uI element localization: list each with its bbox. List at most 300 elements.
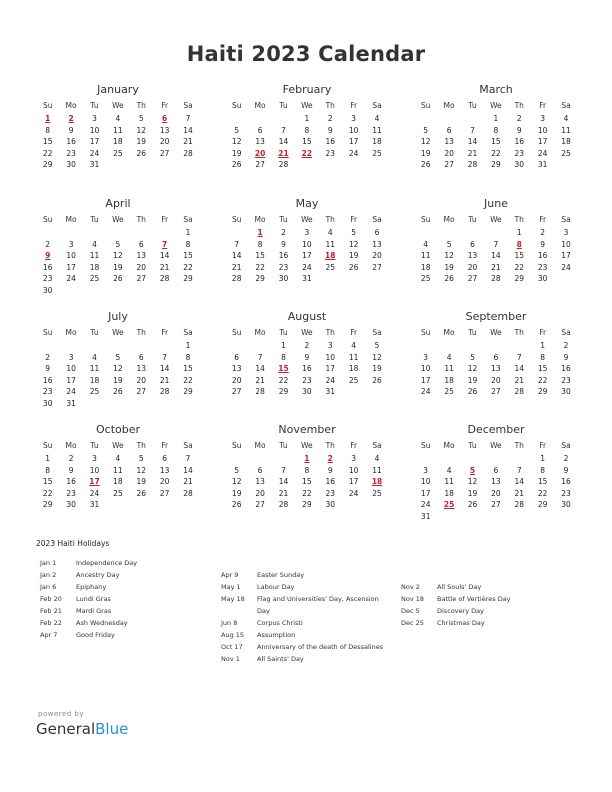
holiday-name: Battle of Vertières Day: [437, 595, 511, 603]
day-cell: 23: [278, 262, 289, 272]
weekday-label: Th: [136, 101, 146, 110]
day-cell: 25: [348, 375, 359, 385]
day-cell: 28: [278, 160, 289, 170]
day-cell: 16: [325, 477, 336, 487]
weekday-header: [36, 101, 200, 113]
day-cell: 14: [183, 465, 193, 475]
week-row: [414, 159, 578, 171]
day-cell: 16: [561, 364, 571, 374]
month-name: December: [467, 423, 525, 436]
holiday-name: Discovery Day: [437, 607, 485, 615]
holiday-day: 20: [254, 148, 266, 158]
day-cell: 13: [491, 364, 501, 374]
day-cell: 24: [89, 148, 100, 158]
day-cell: 9: [281, 239, 286, 249]
week-row: [225, 250, 389, 262]
weekday-label: Tu: [90, 441, 99, 450]
day-cell: 5: [234, 465, 240, 475]
empty-day: [342, 159, 365, 171]
weekday-label: Mo: [65, 441, 77, 450]
day-cell: 20: [491, 375, 501, 385]
empty-day: [248, 113, 271, 125]
day-cell: 27: [136, 387, 147, 397]
day-cell: 29: [514, 274, 525, 284]
day-cell: 24: [66, 274, 76, 284]
holiday-item: [40, 581, 137, 593]
day-cell: 20: [136, 262, 147, 272]
day-cell: 7: [281, 125, 286, 135]
empty-day: [342, 499, 365, 511]
weekday-label: Su: [231, 215, 242, 224]
week-row: [36, 285, 200, 297]
week-row: [414, 148, 578, 160]
day-cell: 8: [185, 239, 191, 249]
day-cell: 8: [540, 352, 546, 362]
day-cell: 6: [234, 352, 240, 362]
weekday-label: Sa: [372, 328, 382, 337]
weekday-label: Tu: [90, 101, 99, 110]
day-cell: 1: [281, 341, 286, 350]
day-cell: 16: [278, 251, 289, 261]
day-cell: 29: [537, 387, 548, 397]
weekday-label: Sa: [372, 215, 382, 224]
day-cell: 9: [327, 125, 333, 135]
day-cell: 6: [138, 239, 144, 249]
weekday-label: Tu: [468, 441, 477, 450]
week-row: [414, 453, 578, 465]
holidays-title: 2023 Haiti Holidays: [36, 539, 110, 548]
weekday-label: We: [490, 215, 502, 224]
day-cell: 13: [444, 137, 454, 147]
day-cell: 2: [45, 352, 51, 362]
day-cell: 14: [255, 364, 265, 374]
holiday-name: Labour Day: [257, 583, 295, 591]
weekday-label: Th: [325, 215, 335, 224]
day-cell: 9: [45, 364, 51, 374]
day-cell: 2: [327, 114, 333, 123]
holiday-day: 18: [371, 477, 383, 487]
empty-day: [83, 398, 106, 410]
day-cell: 25: [561, 148, 571, 158]
day-cell: 28: [159, 274, 170, 284]
day-cell: 18: [372, 137, 382, 147]
day-cell: 14: [159, 251, 170, 261]
day-cell: 18: [113, 137, 123, 147]
week-row: [36, 148, 200, 160]
day-cell: 27: [136, 274, 147, 284]
holiday-item: [40, 593, 137, 605]
empty-day: [414, 227, 437, 239]
week-row: [36, 262, 200, 274]
day-cell: 28: [278, 500, 289, 510]
week-row: [36, 113, 200, 125]
weekday-label: Mo: [254, 441, 266, 450]
day-cell: 5: [374, 341, 380, 350]
holiday-date: Aug 15: [221, 631, 245, 639]
holiday-item: [221, 569, 383, 581]
day-cell: 18: [348, 364, 359, 374]
week-row: [414, 386, 578, 398]
day-cell: 31: [537, 160, 548, 170]
holiday-column: [221, 569, 383, 665]
day-cell: 4: [92, 352, 97, 362]
holiday-item: [221, 629, 383, 641]
day-cell: 21: [255, 375, 265, 385]
empty-day: [59, 340, 82, 352]
day-cell: 27: [491, 387, 501, 397]
day-cell: 8: [45, 465, 51, 475]
brand-general: General: [36, 720, 96, 738]
holiday-name: Corpus Christi: [257, 619, 303, 627]
day-cell: 3: [563, 228, 569, 237]
day-cell: 23: [66, 148, 76, 158]
holiday-name: Christmas Day: [437, 619, 485, 627]
empty-day: [176, 159, 199, 171]
day-cell: 15: [255, 251, 265, 261]
day-cell: 28: [159, 387, 170, 397]
holiday-name: Ash Wednesday: [76, 619, 128, 627]
day-cell: 11: [89, 251, 100, 261]
day-cell: 26: [231, 500, 242, 510]
day-cell: 6: [257, 465, 263, 475]
day-cell: 4: [446, 352, 452, 362]
day-cell: 13: [159, 125, 170, 135]
weekday-label: Mo: [443, 215, 455, 224]
day-cell: 18: [561, 137, 571, 147]
holiday-name: Anniversary of the death of Dessalines: [257, 643, 384, 651]
day-cell: 28: [467, 160, 478, 170]
day-cell: 24: [348, 148, 359, 158]
day-cell: 28: [255, 387, 265, 397]
holiday-item: [401, 581, 511, 593]
day-cell: 21: [514, 488, 525, 498]
holiday-name: All Saints' Day: [257, 655, 304, 663]
week-row: [225, 136, 389, 148]
weekday-label: Tu: [279, 215, 288, 224]
day-cell: 4: [327, 228, 333, 237]
empty-day: [508, 511, 531, 523]
weekday-label: Sa: [183, 328, 193, 337]
empty-day: [153, 159, 176, 171]
holiday-day: 6: [162, 114, 168, 123]
day-cell: 6: [446, 125, 452, 135]
week-row: [225, 148, 389, 160]
day-cell: 8: [45, 125, 51, 135]
day-cell: 16: [302, 364, 312, 374]
month-september: [414, 310, 578, 398]
empty-day: [461, 227, 484, 239]
day-cell: 13: [372, 239, 382, 249]
week-row: [36, 386, 200, 398]
day-cell: 15: [302, 137, 312, 147]
holiday-name: Lundi Gras: [76, 595, 111, 603]
empty-day: [36, 227, 59, 239]
holiday-item: [221, 641, 383, 653]
empty-day: [153, 340, 176, 352]
day-cell: 22: [514, 262, 525, 272]
weekday-label: Tu: [279, 328, 288, 337]
day-cell: 28: [231, 274, 242, 284]
weekday-label: Sa: [372, 441, 382, 450]
weekday-label: Su: [42, 441, 53, 450]
weekday-label: Mo: [65, 101, 77, 110]
weekday-header: [225, 441, 389, 453]
day-cell: 30: [561, 387, 571, 397]
holiday-day: 2: [327, 454, 333, 463]
day-cell: 23: [561, 488, 571, 498]
weekday-label: Th: [514, 101, 524, 110]
day-cell: 29: [183, 274, 193, 284]
day-cell: 17: [325, 364, 336, 374]
week-row: [414, 476, 578, 488]
week-row: [36, 363, 200, 375]
day-cell: 11: [561, 125, 571, 135]
empty-day: [414, 113, 437, 125]
empty-day: [130, 285, 153, 297]
week-row: [225, 488, 389, 500]
day-cell: 18: [444, 375, 454, 385]
day-cell: 12: [348, 239, 359, 249]
day-cell: 10: [89, 125, 100, 135]
day-cell: 6: [493, 465, 499, 475]
day-cell: 14: [278, 137, 289, 147]
day-cell: 27: [255, 160, 265, 170]
day-cell: 30: [66, 500, 76, 510]
day-cell: 16: [325, 137, 336, 147]
month-february: [225, 83, 389, 171]
weekday-label: Fr: [539, 441, 547, 450]
empty-day: [153, 499, 176, 511]
day-cell: 14: [514, 477, 525, 487]
day-cell: 4: [423, 239, 429, 249]
day-cell: 11: [444, 477, 454, 487]
weekday-label: Tu: [468, 328, 477, 337]
day-cell: 16: [42, 375, 53, 385]
day-cell: 26: [467, 500, 478, 510]
day-cell: 13: [467, 251, 478, 261]
day-cell: 21: [231, 262, 242, 272]
week-row: [36, 499, 200, 511]
holiday-name: Flag and Universities' Day, Ascension: [257, 595, 379, 603]
holiday-name: Independence Day: [76, 559, 138, 567]
day-cell: 31: [89, 160, 100, 170]
day-cell: 12: [231, 137, 242, 147]
month-name: August: [287, 310, 327, 323]
day-cell: 12: [231, 477, 242, 487]
week-row: [225, 499, 389, 511]
day-cell: 22: [183, 262, 193, 272]
holiday-name: All Souls' Day: [437, 583, 482, 591]
week-row: [414, 340, 578, 352]
week-row: [225, 113, 389, 125]
day-cell: 4: [446, 465, 452, 475]
day-cell: 26: [444, 274, 454, 284]
day-cell: 22: [537, 375, 548, 385]
day-cell: 20: [231, 375, 242, 385]
day-cell: 27: [372, 262, 382, 272]
weekday-label: Mo: [65, 328, 77, 337]
day-cell: 16: [42, 262, 53, 272]
day-cell: 7: [185, 454, 191, 463]
weekday-label: Fr: [350, 101, 358, 110]
weekday-label: Sa: [183, 441, 193, 450]
day-cell: 20: [491, 488, 501, 498]
day-cell: 30: [514, 160, 525, 170]
day-cell: 14: [467, 137, 478, 147]
day-cell: 21: [467, 148, 478, 158]
weekday-label: Th: [325, 328, 335, 337]
weekday-label: Sa: [183, 101, 193, 110]
empty-day: [225, 340, 248, 352]
day-cell: 4: [92, 239, 97, 249]
weekday-label: Su: [420, 101, 431, 110]
day-cell: 10: [302, 239, 312, 249]
week-row: [414, 250, 578, 262]
week-row: [414, 227, 578, 239]
day-cell: 8: [257, 239, 263, 249]
day-cell: 30: [42, 398, 53, 408]
empty-day: [83, 227, 106, 239]
day-cell: 14: [159, 364, 170, 374]
day-cell: 1: [45, 454, 51, 463]
day-cell: 13: [491, 477, 501, 487]
weekday-label: Sa: [561, 328, 571, 337]
day-cell: 1: [304, 114, 310, 123]
weekday-label: Sa: [183, 215, 193, 224]
holiday-date: Oct 17: [221, 643, 243, 651]
day-cell: 26: [467, 387, 478, 397]
day-cell: 24: [325, 375, 336, 385]
day-cell: 3: [351, 454, 357, 463]
day-cell: 19: [467, 488, 478, 498]
day-cell: 27: [467, 274, 478, 284]
weekday-label: Tu: [279, 101, 288, 110]
day-cell: 6: [257, 125, 263, 135]
day-cell: 22: [278, 375, 289, 385]
day-cell: 29: [42, 500, 53, 510]
holiday-name: Mardi Gras: [76, 607, 112, 615]
empty-day: [59, 227, 82, 239]
holiday-day: 2: [68, 114, 74, 123]
day-cell: 13: [159, 465, 170, 475]
day-cell: 27: [491, 500, 501, 510]
day-cell: 7: [516, 465, 522, 475]
day-cell: 4: [351, 341, 357, 350]
empty-day: [437, 340, 460, 352]
month-name: November: [278, 423, 336, 436]
week-row: [36, 239, 200, 251]
day-cell: 12: [444, 251, 454, 261]
weekday-header: [414, 215, 578, 227]
day-cell: 13: [136, 251, 147, 261]
day-cell: 10: [89, 465, 100, 475]
weekday-label: Su: [231, 441, 242, 450]
day-cell: 8: [493, 125, 499, 135]
day-cell: 24: [89, 488, 100, 498]
day-cell: 29: [278, 387, 289, 397]
day-cell: 5: [115, 352, 121, 362]
day-cell: 28: [514, 500, 525, 510]
holiday-date: [221, 605, 257, 617]
day-cell: 26: [372, 375, 382, 385]
day-cell: 3: [423, 465, 429, 475]
empty-day: [437, 453, 460, 465]
empty-day: [130, 159, 153, 171]
week-row: [36, 398, 200, 410]
day-cell: 14: [514, 364, 525, 374]
empty-day: [554, 159, 577, 171]
day-cell: 9: [68, 465, 74, 475]
day-cell: 11: [444, 364, 454, 374]
day-cell: 20: [444, 148, 454, 158]
month-october: [36, 423, 200, 511]
day-cell: 26: [231, 160, 242, 170]
day-cell: 27: [159, 488, 170, 498]
month-december: [414, 423, 578, 523]
day-cell: 17: [420, 375, 431, 385]
day-cell: 6: [162, 454, 168, 463]
weekday-label: Th: [136, 441, 146, 450]
empty-day: [153, 227, 176, 239]
day-cell: 20: [372, 251, 382, 261]
day-cell: 7: [162, 352, 168, 362]
day-cell: 3: [304, 228, 310, 237]
day-cell: 16: [66, 477, 76, 487]
day-cell: 7: [493, 239, 499, 249]
weekday-label: Fr: [161, 215, 169, 224]
day-cell: 22: [537, 488, 548, 498]
weekday-label: Su: [420, 328, 431, 337]
day-cell: 29: [183, 387, 193, 397]
brand-logo[interactable]: [36, 720, 128, 738]
day-cell: 11: [372, 465, 382, 475]
day-cell: 17: [302, 251, 312, 261]
empty-day: [83, 340, 106, 352]
brand-blue: Blue: [95, 720, 129, 738]
week-row: [36, 136, 200, 148]
week-row: [414, 375, 578, 387]
day-cell: 21: [159, 375, 170, 385]
holiday-day: 18: [325, 251, 336, 261]
weekday-label: Su: [231, 328, 242, 337]
weekday-label: Su: [420, 215, 431, 224]
day-cell: 5: [138, 114, 144, 123]
empty-day: [484, 227, 507, 239]
empty-day: [106, 285, 129, 297]
empty-day: [130, 340, 153, 352]
week-row: [36, 352, 200, 364]
holiday-item: [40, 617, 137, 629]
holiday-name: Assumption: [257, 631, 296, 639]
holiday-item: [221, 617, 383, 629]
weekday-label: Su: [42, 101, 53, 110]
day-cell: 15: [42, 137, 53, 147]
day-cell: 4: [374, 114, 380, 123]
weekday-label: Tu: [279, 441, 288, 450]
day-cell: 15: [183, 251, 193, 261]
holiday-column: [401, 581, 511, 629]
day-cell: 18: [444, 488, 454, 498]
month-november: [225, 423, 389, 511]
weekday-label: Mo: [443, 441, 455, 450]
day-cell: 31: [420, 511, 431, 521]
day-cell: 8: [540, 465, 546, 475]
day-cell: 5: [423, 125, 429, 135]
empty-day: [83, 285, 106, 297]
holiday-item: [401, 605, 511, 617]
empty-day: [484, 511, 507, 523]
day-cell: 2: [45, 239, 51, 249]
